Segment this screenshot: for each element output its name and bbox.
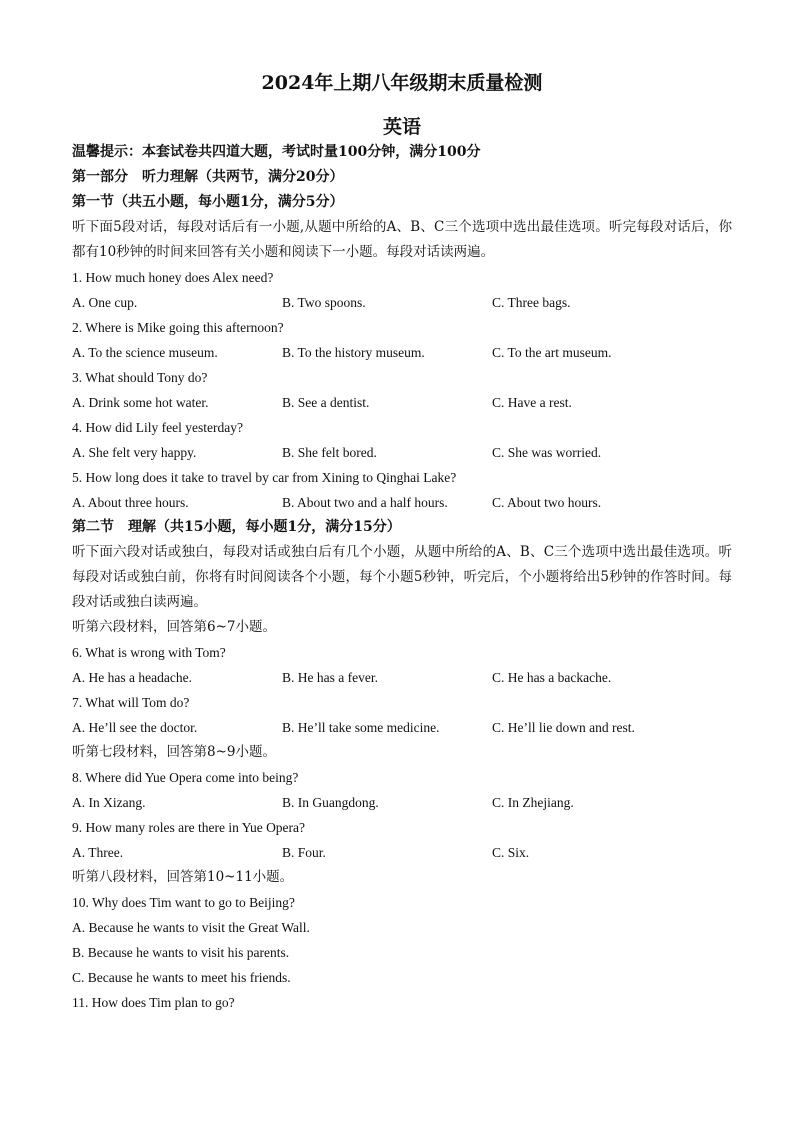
option-c: C. She was worried. bbox=[492, 445, 602, 460]
option-b: B. He’ll take some medicine. bbox=[282, 720, 440, 735]
question-5 bbox=[72, 465, 732, 515]
question-6 bbox=[72, 640, 732, 690]
question-1 bbox=[72, 265, 732, 315]
option-b: B. To the history museum. bbox=[282, 345, 425, 360]
question-11 bbox=[72, 990, 732, 1015]
option-c: C. Three bags. bbox=[492, 295, 571, 310]
options-row bbox=[72, 390, 732, 415]
question-text: 5. How long does it take to travel by car from Xining to Qinghai Lake? bbox=[72, 470, 457, 485]
material-8-note: 听第八段材料，回答第10~11小题。 bbox=[72, 869, 294, 885]
question-7 bbox=[72, 690, 732, 740]
question-text: 10. Why does Tim want to go to Beijing? bbox=[72, 895, 295, 910]
question-text: 7. What will Tom do? bbox=[72, 695, 190, 710]
option-c: C. He has a backache. bbox=[492, 670, 612, 685]
option-a: A. In Xizang. bbox=[72, 795, 146, 810]
option-b: B. Two spoons. bbox=[282, 295, 366, 310]
option-c: C. To the art museum. bbox=[492, 345, 612, 360]
material-6-note: 听第六段材料，回答第6~7小题。 bbox=[72, 619, 276, 635]
option-a: A. He has a headache. bbox=[72, 670, 192, 685]
material-7-note: 听第七段材料，回答第8~9小题。 bbox=[72, 744, 276, 760]
question-text: 2. Where is Mike going this afternoon? bbox=[72, 320, 284, 335]
option-c: C. In Zhejiang. bbox=[492, 795, 574, 810]
question-4 bbox=[72, 415, 732, 465]
option-c: C. Because he wants to meet his friends. bbox=[72, 970, 291, 985]
question-text: 11. How does Tim plan to go? bbox=[72, 995, 235, 1010]
option-b: B. About two and a half hours. bbox=[282, 495, 448, 510]
option-b: B. See a dentist. bbox=[282, 395, 370, 410]
question-text: 4. How did Lily feel yesterday? bbox=[72, 420, 243, 435]
options-row bbox=[72, 290, 732, 315]
options-row bbox=[72, 440, 732, 465]
question-10 bbox=[72, 890, 732, 990]
options-row bbox=[72, 340, 732, 365]
options-row bbox=[72, 840, 732, 865]
option-a: A. To the science museum. bbox=[72, 345, 218, 360]
option-b: B. Because he wants to visit his parents. bbox=[72, 945, 290, 960]
options-row bbox=[72, 715, 732, 740]
option-a: A. Because he wants to visit the Great Wall. bbox=[72, 920, 310, 935]
section1-heading: 第一节（共五小题，每小题1分，满分5分） bbox=[72, 194, 344, 210]
question-text: 3. What should Tony do? bbox=[72, 370, 208, 385]
option-b: B. He has a fever. bbox=[282, 670, 378, 685]
part1-heading: 第一部分 听力理解（共两节，满分20分） bbox=[72, 169, 344, 185]
exam-tip: 温馨提示：本套试卷共四道大题，考试时量100分钟，满分100分 bbox=[72, 144, 481, 160]
question-9 bbox=[72, 815, 732, 865]
option-a: A. He’ll see the doctor. bbox=[72, 720, 198, 735]
section1-instructions: 听下面5段对话，每段对话后有一小题,从题中所给的A、B、C三个选项中选出最佳选项。听完每段对话后，你都有10秒钟的时间来回答有关小题和阅读下一小题。每段对话读两遍。 bbox=[72, 219, 732, 260]
section2-instructions: 听下面六段对话或独白，每段对话或独白后有几个小题，从题中所给的A、B、C三个选项中选出最佳选项。听每段对话或独白前，你将有时间阅读各个小题，每个小题5秒钟，听完后，个小题将给出5秒钟的作答时间。每段对话或独白读两遍。 bbox=[72, 544, 732, 610]
options-row bbox=[72, 490, 732, 515]
option-b: B. In Guangdong. bbox=[282, 795, 379, 810]
option-a: A. Drink some hot water. bbox=[72, 395, 209, 410]
question-text: 9. How many roles are there in Yue Opera? bbox=[72, 820, 306, 835]
exam-title: 2024年上期八年级期末质量检测 bbox=[261, 72, 543, 94]
options-row bbox=[72, 790, 732, 815]
option-a: A. One cup. bbox=[72, 295, 138, 310]
option-b: B. Four. bbox=[282, 845, 326, 860]
option-a: A. About three hours. bbox=[72, 495, 189, 510]
option-c: C. He’ll lie down and rest. bbox=[492, 720, 635, 735]
option-a: A. She felt very happy. bbox=[72, 445, 197, 460]
question-2 bbox=[72, 315, 732, 365]
question-8 bbox=[72, 765, 732, 815]
question-text: 1. How much honey does Alex need? bbox=[72, 270, 274, 285]
question-3 bbox=[72, 365, 732, 415]
subject-title: 英语 bbox=[382, 116, 421, 138]
option-a: A. Three. bbox=[72, 845, 124, 860]
question-text: 6. What is wrong with Tom? bbox=[72, 645, 226, 660]
option-b: B. She felt bored. bbox=[282, 445, 377, 460]
exam-page bbox=[72, 70, 732, 1015]
option-c: C. About two hours. bbox=[492, 495, 602, 510]
option-c: C. Have a rest. bbox=[492, 395, 572, 410]
question-text: 8. Where did Yue Opera come into being? bbox=[72, 770, 299, 785]
section2-heading: 第二节 理解（共15小题，每小题1分，满分15分） bbox=[72, 519, 401, 535]
options-row bbox=[72, 665, 732, 690]
option-c: C. Six. bbox=[492, 845, 530, 860]
